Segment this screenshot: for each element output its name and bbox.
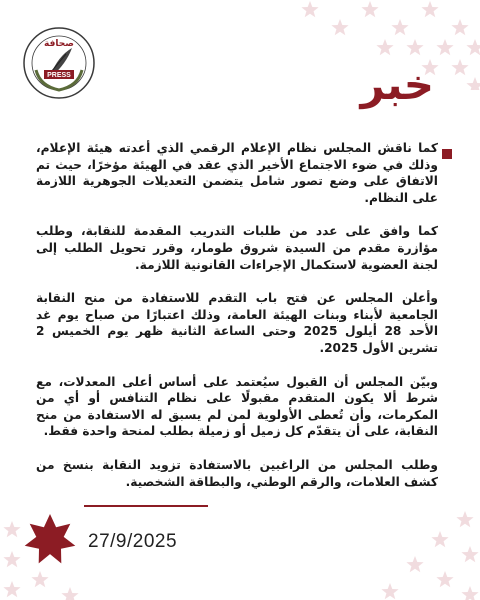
press-syndicate-logo xyxy=(22,26,96,100)
news-body xyxy=(36,140,438,507)
logo-banner-text: PRESS xyxy=(47,72,71,79)
jordan-seven-point-star-icon xyxy=(22,512,78,568)
footer-divider xyxy=(84,505,208,507)
paragraph: وبيّن المجلس أن القبول سيُعتمد على أساس أعلى المعدلات، مع شرط ألا يكون المتقدم مقبولًا على نظام التنافس أو أي من المكرمات، وأن تُعطى الأولوية لمن لم يسبق له الاستفادة من منح النقابة، على أن يتقدّم كل زميل أو زميلة بطلب لمنحة واحدة فقط. xyxy=(36,374,438,439)
paragraph: وطلب المجلس من الراغبين بالاستفادة تزويد النقابة بنسخ من كشف العلامات، والرقم الوطني، والبطاقة الشخصية. xyxy=(36,457,438,489)
logo-top-text: صحافة xyxy=(44,39,74,49)
paragraph: كما وافق على عدد من طلبات التدريب المقدمة للنقابة، وطلب مؤازرة مقدم من السيدة شروق طومار، وقرر تحويل الطلب إلى لجنة العضوية لاستكمال الإجراءات القانونية اللازمة. xyxy=(36,224,438,272)
corner-pattern-bottom-right xyxy=(370,510,480,600)
paragraph: كما ناقش المجلس نظام الإعلام الرقمي الذي أعدته هيئة الإعلام، وذلك في ضوء الاجتماع الأخير الذي عقد في الهيئة مؤخرًا، حيث تم الاتفاق على وضع تصور شامل يتضمن التعديلات الجوهرية اللازمة على النظام. xyxy=(36,141,438,205)
paragraph: وأعلن المجلس عن فتح باب التقدم للاستفادة من منح النقابة الجامعية لأبناء وبنات الهيئة العامة، وذلك اعتبارًا من صباح يوم غد الأحد 28 أيلول 2025 وحتى الساعة الثانية ظهر يوم الخميس 2 تشرين الأول 2025. xyxy=(36,291,439,355)
publish-date: 27/9/2025 xyxy=(88,531,178,552)
square-bullet-icon xyxy=(442,149,452,159)
page-title: خبر xyxy=(360,60,434,109)
